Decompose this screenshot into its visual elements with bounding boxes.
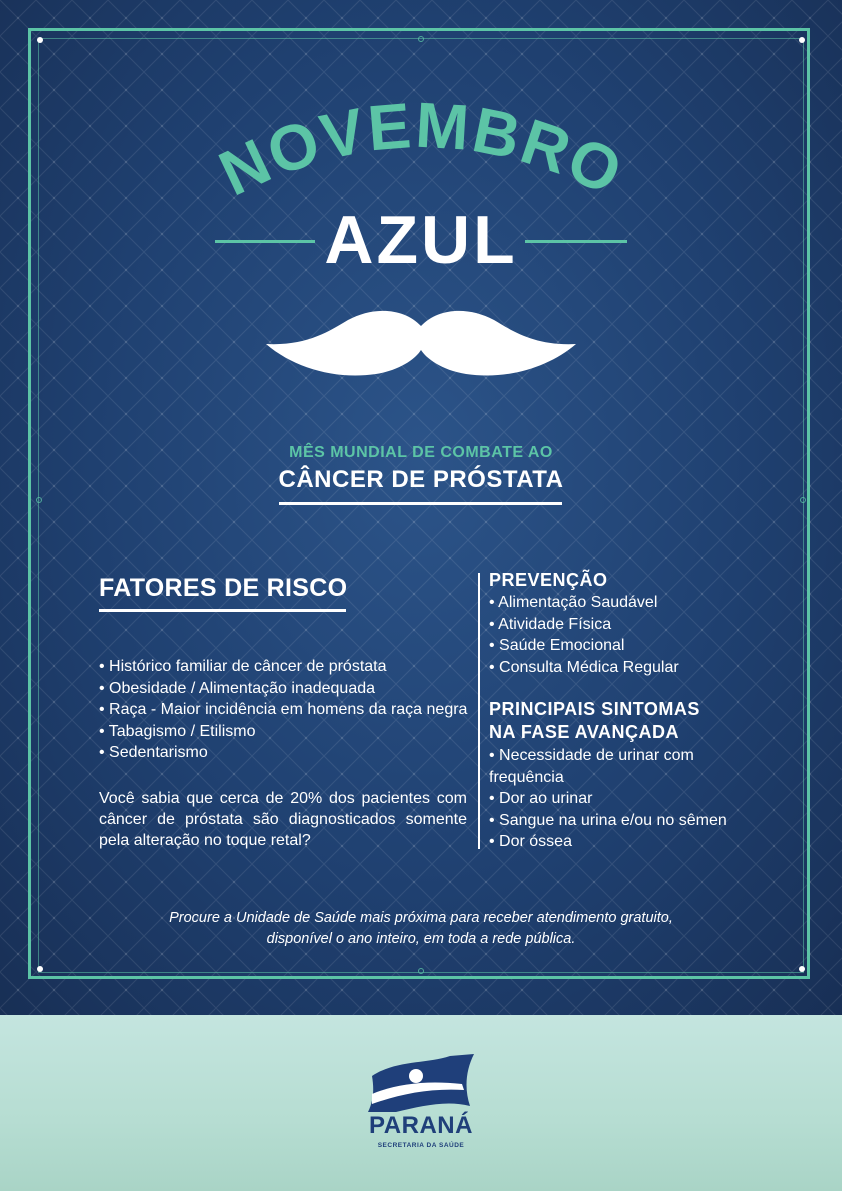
corner-dot-top-right: [799, 37, 805, 43]
risk-factors-list: [99, 656, 479, 764]
logo-name: PARANÁ: [369, 1112, 473, 1139]
parana-flag-icon: [366, 1054, 476, 1114]
logo-subtitle: SECRETARIA DA SAÚDE: [377, 1142, 465, 1149]
list-item: • Dor óssea: [489, 833, 572, 851]
azul-line-right: [525, 240, 627, 243]
frame-ring-left: [36, 497, 42, 503]
list-item: • Necessidade de urinar com frequência: [489, 747, 694, 786]
symptoms-title-line2: NA FASE AVANÇADA: [489, 722, 680, 742]
corner-dot-bottom-right: [799, 966, 805, 972]
list-item: • Dor ao urinar: [489, 790, 593, 808]
list-item: • Consulta Médica Regular: [489, 658, 679, 676]
risk-factors-underline: [99, 609, 346, 612]
prevention-list: [489, 592, 749, 678]
moustache-icon: [266, 306, 576, 384]
footer-note: [0, 908, 842, 950]
corner-dot-top-left: [37, 37, 43, 43]
column-divider: [478, 573, 480, 849]
title-azul: AZUL: [324, 202, 518, 278]
title-azul-row: [0, 200, 842, 280]
symptoms-title-line1: PRINCIPAIS SINTOMAS: [489, 699, 700, 719]
symptoms-list: [489, 745, 749, 853]
list-item: • Alimentação Saudável: [489, 594, 658, 611]
campaign-underline: [279, 502, 562, 505]
frame-ring-bottom: [418, 968, 424, 974]
risk-factors-title: FATORES DE RISCO: [99, 574, 348, 602]
list-item: • Sangue na urina e/ou no sêmen: [489, 811, 727, 829]
frame-ring-top: [418, 36, 424, 42]
campaign-main-title: CÂNCER DE PRÓSTATA: [278, 466, 564, 493]
svg-text:NOVEMBRO: NOVEMBRO: [208, 95, 635, 210]
list-item: • Histórico familiar de câncer de próstata: [99, 658, 387, 675]
list-item: • Atividade Física: [489, 615, 612, 633]
list-item: • Saúde Emocional: [489, 637, 625, 655]
list-item: • Tabagismo / Etilismo: [99, 722, 256, 740]
risk-question-text: Você sabia que cerca de 20% dos pacientes com câncer de próstata são diagnosticados somente pela alteração no toque retal?: [99, 790, 467, 849]
campaign-subtitle: MÊS MUNDIAL DE COMBATE AO: [289, 444, 553, 461]
frame-ring-right: [800, 497, 806, 503]
footer-note-line2: disponível o ano inteiro, em toda a rede pública.: [266, 931, 576, 947]
prevention-title: PREVENÇÃO: [489, 570, 608, 590]
corner-dot-bottom-left: [37, 966, 43, 972]
list-item: • Obesidade / Alimentação inadequada: [99, 679, 376, 697]
list-item: • Raça - Maior incidência em homens da raça negra: [99, 701, 468, 719]
list-item: • Sedentarismo: [99, 744, 208, 762]
footer-note-line1: Procure a Unidade de Saúde mais próxima para receber atendimento gratuito,: [169, 910, 673, 926]
